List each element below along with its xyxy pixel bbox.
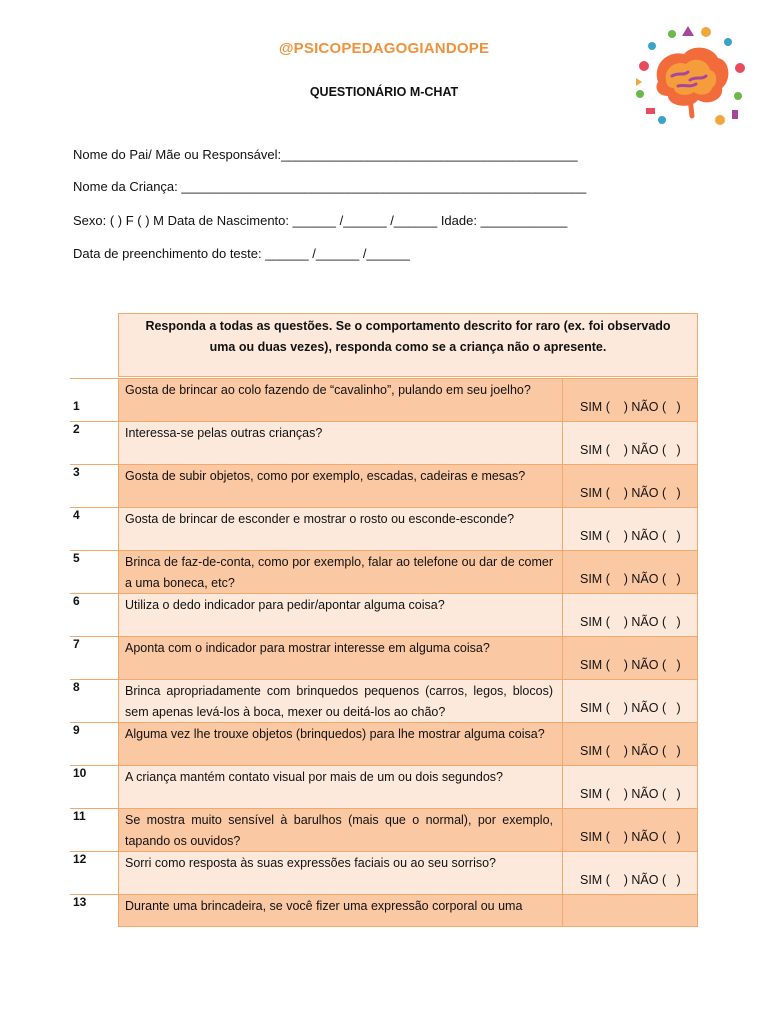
row-divider bbox=[70, 507, 698, 508]
yes-no-options[interactable]: SIM ( ) NÃO ( ) bbox=[580, 873, 681, 887]
page-title: QUESTIONÁRIO M-CHAT bbox=[309, 85, 459, 99]
question-number: 9 bbox=[73, 723, 80, 737]
table-row bbox=[118, 722, 698, 765]
table-row bbox=[118, 507, 698, 550]
yes-no-options[interactable]: SIM ( ) NÃO ( ) bbox=[580, 744, 681, 758]
child-name-field: Nome da Criança: ________________________________________________________ bbox=[73, 179, 587, 194]
answer-cell bbox=[562, 378, 698, 421]
question-number: 7 bbox=[73, 637, 80, 651]
yes-no-options[interactable]: SIM ( ) NÃO ( ) bbox=[580, 658, 681, 672]
row-divider bbox=[70, 464, 698, 465]
answer-cell bbox=[562, 808, 698, 851]
row-divider bbox=[70, 765, 698, 766]
question-number: 13 bbox=[73, 895, 87, 909]
yes-no-options[interactable]: SIM ( ) NÃO ( ) bbox=[580, 486, 681, 500]
question-number: 3 bbox=[73, 465, 80, 479]
parent-name-field: Nome do Pai/ Mãe ou Responsável:_________________________________________ bbox=[73, 147, 578, 162]
instruction-cell bbox=[118, 313, 698, 377]
row-divider bbox=[70, 851, 698, 852]
question-number: 8 bbox=[73, 680, 80, 694]
fill-date-field: Data de preenchimento do teste: ______ /______ /______ bbox=[73, 246, 410, 261]
yes-no-options[interactable]: SIM ( ) NÃO ( ) bbox=[580, 787, 681, 801]
answer-cell bbox=[562, 765, 698, 808]
question-text: Brinca apropriadamente com brinquedos pequenos (carros, legos, blocos) sem apenas levá-los à boca, mexer ou deitá-los ao chão? bbox=[125, 684, 553, 719]
row-divider bbox=[70, 808, 698, 809]
question-text: Gosta de brincar de esconder e mostrar o rosto ou esconde-esconde? bbox=[125, 512, 515, 526]
question-number: 6 bbox=[73, 594, 80, 608]
question-text: Se mostra muito sensível à barulhos (mais que o normal), por exemplo, tapando os ouvidos? bbox=[125, 813, 553, 848]
question-text: Aponta com o indicador para mostrar interesse em alguma coisa? bbox=[125, 641, 490, 655]
question-text: Brinca de faz-de-conta, como por exemplo, falar ao telefone ou dar de comer a uma boneca, etc? bbox=[125, 555, 553, 590]
table-row bbox=[118, 421, 698, 464]
question-text: Alguma vez lhe trouxe objetos (brinquedos) para lhe mostrar alguma coisa? bbox=[125, 727, 545, 741]
question-text: Gosta de brincar ao colo fazendo de “cavalinho”, pulando em seu joelho? bbox=[125, 383, 531, 397]
question-text: Sorri como resposta às suas expressões faciais ou ao seu sorriso? bbox=[125, 856, 497, 870]
row-divider bbox=[70, 378, 698, 379]
table-row bbox=[118, 378, 698, 421]
answer-cell bbox=[562, 679, 698, 722]
brain-logo-icon bbox=[628, 24, 752, 132]
answer-cell bbox=[562, 464, 698, 507]
answer-cell bbox=[562, 636, 698, 679]
table-row bbox=[118, 636, 698, 679]
yes-no-options[interactable]: SIM ( ) NÃO ( ) bbox=[580, 615, 681, 629]
table-side-border bbox=[118, 378, 119, 927]
question-number: 10 bbox=[73, 766, 87, 780]
table-row bbox=[118, 679, 698, 722]
table-row bbox=[118, 851, 698, 894]
table-row bbox=[118, 550, 698, 593]
yes-no-options[interactable]: SIM ( ) NÃO ( ) bbox=[580, 830, 681, 844]
yes-no-options[interactable]: SIM ( ) NÃO ( ) bbox=[580, 529, 681, 543]
instruction-text: Responda a todas as questões. Se o comportamento descrito for raro (ex. foi observado uma ou duas vezes), responda como se a criança não o apresente. bbox=[145, 319, 671, 354]
question-text: Durante uma brincadeira, se você fizer uma expressão corporal ou uma bbox=[125, 899, 523, 913]
row-divider bbox=[70, 894, 698, 895]
table-row bbox=[118, 808, 698, 851]
answer-cell bbox=[562, 550, 698, 593]
row-divider bbox=[70, 550, 698, 551]
answer-cell bbox=[562, 894, 698, 927]
answer-cell bbox=[562, 507, 698, 550]
question-number: 12 bbox=[73, 852, 87, 866]
question-text: Interessa-se pelas outras crianças? bbox=[125, 426, 323, 440]
answer-cell bbox=[562, 421, 698, 464]
answer-cell bbox=[562, 722, 698, 765]
answer-cell bbox=[562, 593, 698, 636]
row-divider bbox=[70, 421, 698, 422]
question-text: Gosta de subir objetos, como por exemplo, escadas, cadeiras e mesas? bbox=[125, 469, 526, 483]
yes-no-options[interactable]: SIM ( ) NÃO ( ) bbox=[580, 400, 681, 414]
table-side-border bbox=[697, 378, 698, 927]
question-number: 1 bbox=[73, 399, 80, 413]
row-divider bbox=[70, 593, 698, 594]
sex-birthdate-age-field: Sexo: ( ) F ( ) M Data de Nascimento: ______ /______ /______ Idade: ____________ bbox=[73, 213, 568, 228]
table-row bbox=[118, 593, 698, 636]
table-bottom-border bbox=[118, 926, 698, 927]
table-row bbox=[118, 894, 698, 927]
answer-cell bbox=[562, 851, 698, 894]
table-row bbox=[118, 464, 698, 507]
question-number: 11 bbox=[73, 809, 86, 823]
question-number: 4 bbox=[73, 508, 80, 522]
question-text: Utiliza o dedo indicador para pedir/apontar alguma coisa? bbox=[125, 598, 445, 612]
yes-no-options[interactable]: SIM ( ) NÃO ( ) bbox=[580, 701, 681, 715]
question-number: 2 bbox=[73, 422, 80, 436]
row-divider bbox=[70, 636, 698, 637]
table-row bbox=[118, 765, 698, 808]
question-text: A criança mantém contato visual por mais de um ou dois segundos? bbox=[125, 770, 503, 784]
page-handle: @PSICOPEDAGOGIANDOPE bbox=[278, 40, 490, 57]
question-number: 5 bbox=[73, 551, 80, 565]
row-divider bbox=[70, 679, 698, 680]
row-divider bbox=[70, 722, 698, 723]
yes-no-options[interactable]: SIM ( ) NÃO ( ) bbox=[580, 572, 681, 586]
yes-no-options[interactable]: SIM ( ) NÃO ( ) bbox=[580, 443, 681, 457]
